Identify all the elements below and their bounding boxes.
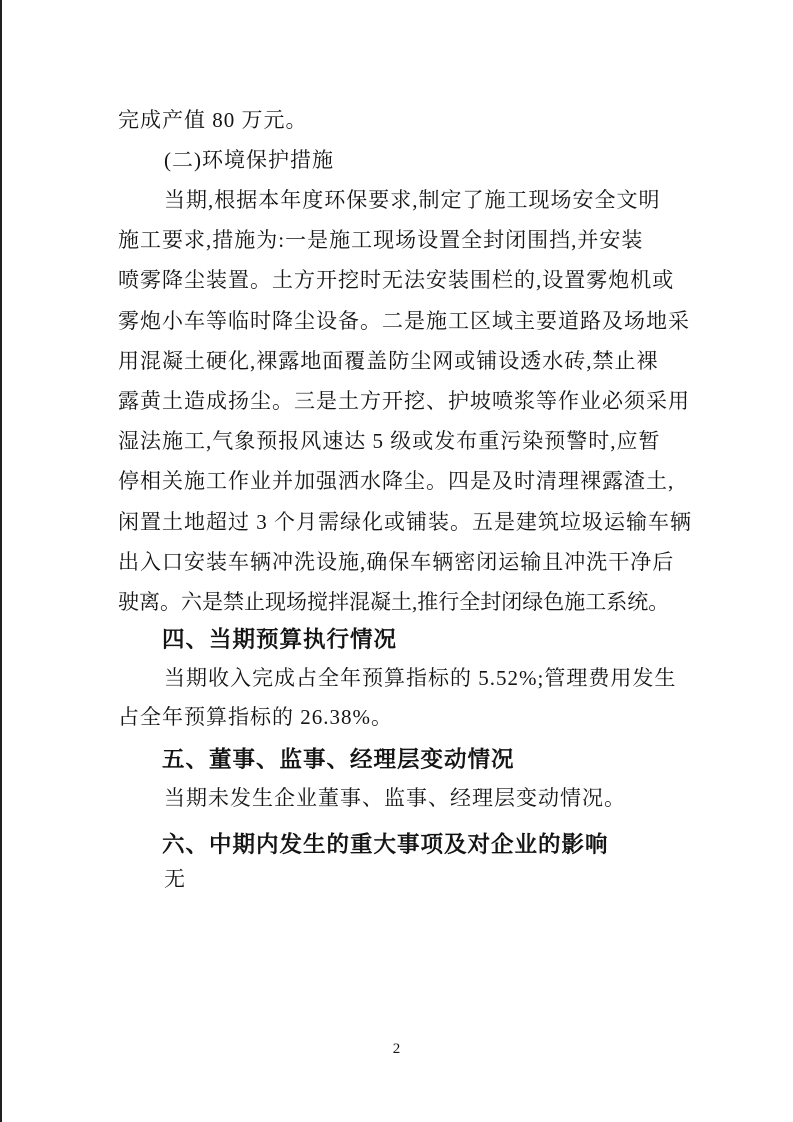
paragraph-line: 当期未发生企业董事、监事、经理层变动情况。 — [164, 786, 626, 810]
paragraph-continuation — [118, 100, 678, 140]
section-heading-text: 四、当期预算执行情况 — [162, 627, 398, 652]
paragraph-line: 出入口安装车辆冲洗设施,确保车辆密闭运输且冲洗干净后 — [118, 549, 675, 574]
subsection-heading-environment — [118, 140, 678, 180]
environmental-measures-paragraph — [118, 180, 692, 622]
section-heading-major-events — [118, 825, 678, 865]
paragraph-line: 雾炮小车等临时降尘设备。二是施工区域主要道路及场地采 — [118, 308, 690, 333]
management-changes-paragraph — [118, 779, 678, 818]
major-events-paragraph — [118, 860, 678, 899]
paragraph-line: 施工要求,措施为:一是施工现场设置全封闭围挡,并安装 — [118, 228, 644, 253]
paragraph-line: 驶离。六是禁止现场搅拌混凝土,推行全封闭绿色施工系统。 — [118, 589, 670, 614]
section-heading-text: 五、董事、监事、经理层变动情况 — [162, 747, 515, 772]
subsection-heading-text: (二)环境保护措施 — [164, 148, 334, 172]
paragraph-line: 当期,根据本年度环保要求,制定了施工现场安全文明 — [164, 188, 661, 212]
paragraph-line: 闲置土地超过 3 个月需绿化或铺装。五是建筑垃圾运输车辆 — [118, 509, 692, 534]
paragraph-line: 湿法施工,气象预报风速达 5 级或发布重污染预警时,应暂 — [118, 429, 661, 454]
section-heading-budget — [118, 620, 678, 660]
paragraph-line: 完成产值 80 万元。 — [118, 108, 308, 132]
page-left-edge-line — [0, 0, 2, 1122]
budget-execution-paragraph — [118, 659, 678, 738]
paragraph-line: 停相关施工作业并加强洒水降尘。四是及时清理裸露渣土, — [118, 469, 675, 494]
paragraph-line: 当期收入完成占全年预算指标的 5.52%;管理费用发生 — [164, 666, 677, 690]
section-heading-management-changes — [118, 740, 678, 780]
paragraph-line: 用混凝土硬化,裸露地面覆盖防尘网或铺设透水砖,禁止裸 — [118, 348, 659, 373]
paragraph-line: 占全年预算指标的 26.38%。 — [118, 705, 393, 730]
paragraph-line: 无 — [164, 867, 186, 891]
paragraph-line: 露黄土造成扬尘。三是土方开挖、护坡喷浆等作业必须采用 — [118, 388, 690, 413]
page-number: 2 — [392, 1041, 401, 1057]
paragraph-line: 喷雾降尘装置。土方开挖时无法安装围栏的,设置雾炮机或 — [118, 268, 675, 293]
section-heading-text: 六、中期内发生的重大事项及对企业的影响 — [162, 832, 609, 857]
